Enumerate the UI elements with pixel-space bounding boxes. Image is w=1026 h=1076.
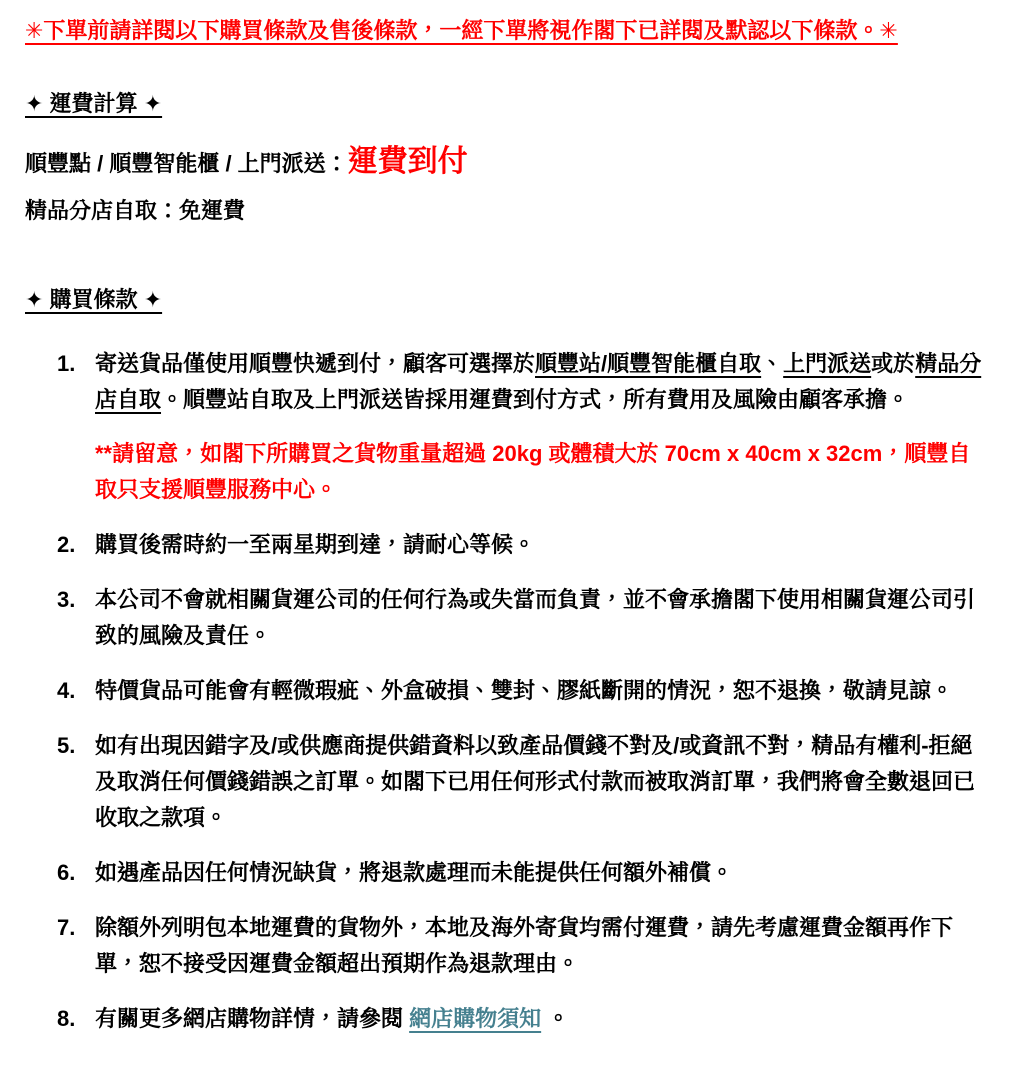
term-8-pre-text: 有關更多網店購物詳情，請參閱 [95, 1006, 410, 1031]
term-text: 本公司不會就相關貨運公司的任何行為或失當而負責，並不會承擔閣下使用相關貨運公司引致的風險及責任。 [95, 587, 976, 648]
term-number: 4. [57, 678, 76, 703]
term-1-underline-home-delivery: 上門派送 [783, 351, 872, 376]
term-number: 3. [57, 587, 76, 612]
weight-limit-warning: **請留意，如閣下所購買之貨物重量超過 20kg 或體積大於 70cm x 40cm x 32cm，順豐自取只支援順豐服務中心。 [95, 441, 971, 502]
online-shopping-guide-link[interactable]: 網店購物須知 [409, 1006, 542, 1031]
term-number: 8. [57, 1006, 76, 1031]
term-1-underline-store-pickup: 精品分店自取 [95, 351, 982, 412]
term-1-paragraph [95, 346, 987, 418]
term-number: 2. [57, 532, 76, 557]
term-item-5 [25, 728, 996, 836]
term-number: 6. [57, 860, 76, 885]
term-item-4 [25, 673, 996, 709]
freight-collect-value: 運費到付 [347, 145, 468, 178]
terms-list [25, 346, 996, 1037]
term-item-8 [25, 1001, 996, 1037]
term-number: 7. [57, 915, 76, 940]
shipping-fee-section-heading: ✦ 運費計算 ✦ [25, 91, 163, 116]
pre-order-notice: ✳下單前請詳閱以下購買條款及售後條款，一經下單將視作閣下已詳閱及默認以下條款。✳ [25, 18, 898, 43]
term-text [95, 346, 987, 508]
term-item-2 [25, 527, 996, 563]
term-text: 除額外列明包本地運費的貨物外，本地及海外寄貨均需付運費，請先考慮運費金額再作下單，恕不接受因運費金額超出預期作為退款理由。 [95, 915, 954, 976]
term-1-seg4: 。順豐站自取及上門派送皆採用運費到付方式，所有費用及風險由顧客承擔。 [161, 387, 910, 412]
purchase-terms-section-heading: ✦ 購買條款 ✦ [25, 287, 163, 312]
shipping-methods-label: 順豐點 / 順豐智能櫃 / 上門派送： [25, 151, 348, 176]
term-item-7 [25, 910, 996, 982]
term-text: 購買後需時約一至兩星期到達，請耐心等候。 [95, 532, 536, 557]
term-text: 如遇產品因任何情況缺貨，將退款處理而未能提供任何額外補償。 [95, 860, 734, 885]
term-1-underline-sf-station: 順豐站/順豐智能櫃自取 [535, 351, 762, 376]
term-text [95, 1001, 987, 1037]
term-8-post-text: 。 [541, 1006, 570, 1031]
term-1-seg3: 或於 [871, 351, 916, 376]
term-text: 如有出現因錯字及/或供應商提供錯資料以致產品價錢不對及/或資訊不對，精品有權利-拒絕及取消任何價錢錯誤之訂單。如閣下已用任何形式付款而被取消訂單，我們將會全數退回已收取之款項。 [95, 733, 976, 830]
store-pickup-line: 精品分店自取：免運費 [25, 198, 246, 223]
term-text: 特價貨品可能會有輕微瑕疵、外盒破損、雙封、膠紙斷開的情況，恕不退換，敬請見諒。 [95, 678, 954, 703]
shipping-methods-line [25, 142, 996, 184]
term-item-6 [25, 855, 996, 891]
term-number: 1. [57, 351, 76, 376]
term-1-seg1: 寄送貨品僅使用順豐快遞到付，顧客可選擇於 [95, 351, 536, 376]
term-item-3 [25, 582, 996, 654]
term-1-seg2: 、 [761, 351, 784, 376]
term-number: 5. [57, 733, 76, 758]
term-item-1 [25, 346, 996, 508]
